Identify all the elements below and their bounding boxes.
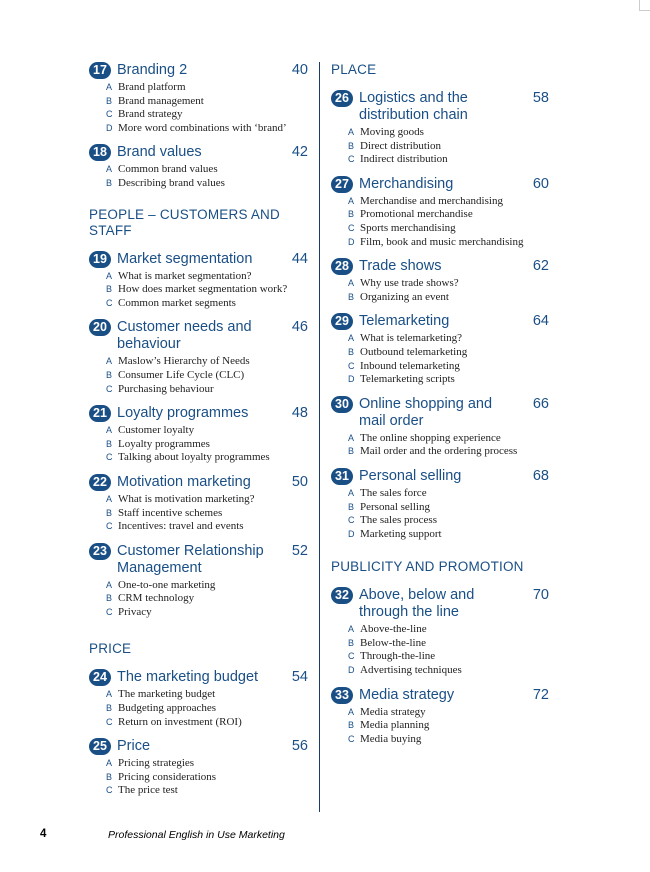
subtopic-list (348, 332, 549, 386)
subtopic-title: Media planning (360, 719, 430, 732)
subtopic-item[interactable] (348, 208, 549, 222)
unit-number-badge: 27 (331, 176, 353, 193)
subtopic-item[interactable] (106, 95, 308, 109)
unit-heading[interactable] (331, 687, 549, 704)
contents-column-right (331, 62, 549, 755)
subtopic-title: Brand platform (118, 81, 186, 93)
subtopic-item[interactable] (348, 719, 549, 733)
subtopic-item[interactable] (106, 688, 308, 702)
subtopic-title: Merchandise and merchandising (360, 194, 503, 207)
subtopic-item[interactable] (348, 445, 549, 459)
subtopic-list (348, 432, 549, 459)
unit-entry[interactable] (331, 468, 549, 541)
subtopic-item[interactable] (348, 373, 549, 387)
subtopic-letter: B (348, 637, 355, 648)
subtopic-letter: D (348, 665, 355, 676)
subtopic-item[interactable] (106, 451, 308, 465)
subtopic-item[interactable] (106, 784, 308, 798)
subtopic-title: Media buying (360, 732, 422, 745)
unit-page-number: 58 (532, 90, 549, 106)
subtopic-item[interactable] (106, 122, 308, 136)
unit-entry[interactable] (89, 144, 308, 190)
subtopic-letter: B (348, 209, 355, 220)
unit-number-badge: 20 (89, 319, 111, 336)
subtopic-letter: A (348, 432, 355, 443)
subtopic-letter: A (106, 356, 113, 367)
subtopic-letter: D (106, 122, 113, 133)
subtopic-list (106, 688, 308, 729)
subtopic-letter: B (106, 593, 113, 604)
unit-title: Online shopping and mail order (359, 395, 493, 429)
subtopic-letter: C (106, 452, 113, 463)
subtopic-letter: B (348, 720, 355, 731)
subtopic-title: Staff incentive schemes (118, 506, 223, 519)
subtopic-item[interactable] (106, 520, 308, 534)
section-heading: PRICE (89, 641, 132, 657)
unit-heading[interactable] (331, 258, 549, 275)
section-heading: PEOPLE – CUSTOMERS AND STAFF (89, 206, 280, 238)
unit-heading[interactable] (89, 319, 308, 353)
subtopic-letter: B (106, 438, 113, 449)
unit-entry[interactable] (331, 687, 549, 747)
unit-entry[interactable] (331, 587, 549, 677)
subtopic-title: Indirect distribution (360, 153, 448, 166)
subtopic-title: More word combinations with ‘brand’ (118, 121, 287, 134)
section-heading: PUBLICITY AND PROMOTION (331, 559, 524, 575)
unit-entry[interactable] (331, 313, 549, 386)
subtopic-letter: B (106, 703, 113, 714)
unit-page-number: 60 (532, 175, 549, 192)
subtopic-item[interactable] (348, 222, 549, 236)
unit-page-number: 50 (291, 473, 308, 490)
subtopic-item[interactable] (106, 438, 308, 452)
subtopic-item[interactable] (106, 507, 308, 521)
contents-column-left (89, 62, 308, 807)
subtopic-letter: C (348, 515, 355, 526)
subtopic-item[interactable] (348, 346, 549, 360)
subtopic-list (348, 706, 549, 747)
subtopic-letter: A (348, 624, 355, 635)
subtopic-list (348, 487, 549, 541)
subtopic-title: Brand strategy (118, 108, 183, 121)
unit-page-number: 42 (291, 144, 308, 161)
subtopic-title: The marketing budget (118, 688, 216, 701)
subtopic-title: Why use trade shows? (360, 277, 459, 290)
subtopic-letter: A (348, 278, 355, 289)
subtopic-title: Below-the-line (360, 636, 426, 649)
unit-title: Above, below and through the line (359, 587, 475, 621)
unit-title: Price (117, 738, 151, 755)
subtopic-list (106, 424, 308, 465)
subtopic-title: The sales force (360, 486, 427, 499)
subtopic-title: Sports merchandising (360, 221, 456, 234)
subtopic-item[interactable] (106, 81, 308, 95)
unit-title: Loyalty programmes (117, 405, 249, 422)
unit-number-badge: 25 (89, 738, 111, 755)
subtopic-list (106, 493, 308, 534)
unit-heading[interactable] (89, 669, 308, 686)
unit-page-number: 56 (291, 738, 308, 755)
unit-number-badge: 19 (89, 251, 111, 268)
column-divider (319, 62, 320, 812)
subtopic-item[interactable] (348, 501, 549, 515)
unit-page-number: 40 (291, 62, 308, 78)
subtopic-item[interactable] (106, 177, 308, 191)
subtopic-letter: C (348, 651, 355, 662)
subtopic-letter: C (106, 109, 113, 120)
subtopic-letter: D (348, 528, 355, 539)
unit-heading[interactable] (89, 738, 308, 755)
subtopic-item[interactable] (348, 487, 549, 501)
unit-heading[interactable] (89, 144, 308, 161)
subtopic-letter: A (348, 487, 355, 498)
unit-heading[interactable] (331, 396, 549, 430)
subtopic-letter: B (348, 291, 355, 302)
subtopic-title: Organizing an event (360, 290, 449, 303)
unit-title: Logistics and the distribution chain (359, 90, 468, 123)
unit-title: Brand values (117, 144, 202, 161)
subtopic-letter: C (348, 154, 355, 165)
subtopic-letter: D (348, 236, 355, 247)
unit-heading[interactable] (331, 90, 549, 124)
subtopic-letter: B (106, 177, 113, 188)
unit-entry[interactable] (331, 396, 549, 459)
unit-entry[interactable] (331, 258, 549, 304)
unit-heading[interactable] (331, 313, 549, 330)
subtopic-letter: A (106, 270, 113, 281)
subtopic-title: Direct distribution (360, 139, 441, 152)
unit-number-badge: 21 (89, 405, 111, 422)
subtopic-title: Maslow’s Hierarchy of Needs (118, 355, 250, 368)
unit-entry[interactable] (89, 738, 308, 798)
subtopic-letter: C (106, 606, 113, 617)
unit-heading[interactable] (331, 587, 549, 621)
subtopic-title: Common market segments (118, 296, 236, 309)
subtopic-letter: C (348, 222, 355, 233)
subtopic-item[interactable] (106, 592, 308, 606)
subtopic-title: The online shopping experience (360, 431, 501, 444)
unit-title: Customer needs and behaviour (117, 319, 252, 353)
subtopic-item[interactable] (348, 514, 549, 528)
unit-entry[interactable] (331, 90, 549, 167)
unit-heading[interactable] (331, 176, 549, 193)
subtopic-letter: C (106, 521, 113, 532)
subtopic-item[interactable] (106, 493, 308, 507)
unit-heading[interactable] (89, 543, 308, 577)
subtopic-letter: A (106, 758, 113, 769)
subtopic-item[interactable] (106, 297, 308, 311)
unit-page-number: 70 (532, 587, 549, 604)
subtopic-title: CRM technology (118, 592, 195, 605)
subtopic-item[interactable] (106, 771, 308, 785)
subtopic-title: Marketing support (360, 527, 442, 540)
subtopic-title: Above-the-line (360, 623, 427, 636)
unit-title: Trade shows (359, 258, 442, 275)
subtopic-title: Describing brand values (118, 176, 225, 189)
subtopic-title: Pricing strategies (118, 757, 195, 770)
unit-entry[interactable] (89, 405, 308, 465)
subtopic-letter: A (348, 195, 355, 206)
unit-page-number: 54 (291, 669, 308, 686)
subtopic-letter: B (106, 284, 113, 295)
unit-number-badge: 23 (89, 543, 111, 560)
subtopic-item[interactable] (348, 236, 549, 250)
unit-title: Branding 2 (117, 62, 188, 78)
subtopic-title: Brand management (118, 94, 204, 107)
subtopic-title: Mail order and the ordering process (360, 445, 518, 458)
subtopic-title: Customer loyalty (118, 424, 195, 437)
subtopic-item[interactable] (348, 140, 549, 154)
subtopic-letter: A (106, 579, 113, 590)
unit-entry[interactable] (331, 176, 549, 249)
subtopic-item[interactable] (348, 360, 549, 374)
subtopic-letter: A (348, 127, 355, 137)
subtopic-letter: C (106, 785, 113, 796)
subtopic-title: Pricing considerations (118, 770, 217, 783)
unit-number-badge: 29 (331, 313, 353, 330)
subtopic-title: What is market segmentation? (118, 269, 252, 282)
section-heading: PLACE (331, 62, 377, 77)
book-title: Professional English in Use Marketing (108, 829, 285, 841)
subtopic-list (106, 355, 308, 396)
subtopic-title: Promotional merchandise (360, 208, 473, 221)
subtopic-item[interactable] (348, 528, 549, 542)
unit-number-badge: 28 (331, 258, 353, 275)
unit-title: Customer Relationship Management (117, 542, 264, 576)
subtopic-item[interactable] (106, 163, 308, 177)
subtopic-item[interactable] (348, 733, 549, 747)
subtopic-letter: B (348, 346, 355, 357)
subtopic-title: Privacy (118, 605, 152, 618)
subtopic-title: Media strategy (360, 705, 426, 718)
subtopic-letter: A (106, 689, 113, 700)
subtopic-title: Common brand values (118, 163, 218, 176)
subtopic-title: Outbound telemarketing (360, 345, 468, 358)
subtopic-title: The sales process (360, 514, 437, 527)
subtopic-list (348, 623, 549, 677)
unit-number-badge: 17 (89, 62, 111, 79)
unit-heading[interactable] (89, 251, 308, 268)
subtopic-item[interactable] (106, 283, 308, 297)
subtopic-title: Return on investment (ROI) (118, 715, 242, 728)
unit-page-number: 72 (532, 686, 549, 703)
subtopic-list (348, 277, 549, 304)
unit-heading[interactable] (331, 468, 549, 485)
subtopic-item[interactable] (348, 332, 549, 346)
unit-page-number: 66 (532, 395, 549, 412)
subtopic-title: What is telemarketing? (360, 332, 463, 345)
subtopic-title: Loyalty programmes (118, 437, 210, 450)
subtopic-title: Purchasing behaviour (118, 382, 214, 395)
subtopic-letter: C (348, 360, 355, 371)
unit-entry[interactable] (89, 319, 308, 396)
subtopic-letter: A (106, 82, 113, 92)
subtopic-title: Inbound telemarketing (360, 359, 460, 372)
subtopic-title: Budgeting approaches (118, 702, 217, 715)
subtopic-item[interactable] (106, 606, 308, 620)
unit-page-number: 48 (291, 405, 308, 422)
subtopic-item[interactable] (348, 153, 549, 167)
unit-title: Motivation marketing (117, 473, 251, 490)
subtopic-title: Incentives: travel and events (118, 520, 244, 533)
subtopic-letter: C (106, 383, 113, 394)
subtopic-letter: C (106, 716, 113, 727)
unit-entry[interactable] (89, 251, 308, 311)
subtopic-item[interactable] (106, 716, 308, 730)
subtopic-list (348, 195, 549, 249)
subtopic-item[interactable] (348, 126, 549, 140)
unit-page-number: 68 (532, 467, 549, 484)
subtopic-list (106, 270, 308, 311)
unit-title: Media strategy (359, 686, 455, 703)
subtopic-letter: B (348, 140, 355, 151)
subtopic-title: Talking about loyalty programmes (118, 451, 270, 464)
subtopic-item[interactable] (106, 108, 308, 122)
subtopic-item[interactable] (106, 424, 308, 438)
subtopic-item[interactable] (106, 383, 308, 397)
subtopic-item[interactable] (348, 706, 549, 720)
subtopic-title: Advertising techniques (360, 664, 462, 677)
unit-number-badge: 24 (89, 669, 111, 686)
unit-page-number: 64 (532, 313, 549, 330)
subtopic-item[interactable] (106, 702, 308, 716)
subtopic-letter: A (106, 493, 113, 504)
unit-page-number: 46 (291, 319, 308, 336)
unit-page-number: 52 (291, 542, 308, 559)
subtopic-title: Telemarketing scripts (360, 373, 455, 386)
unit-heading[interactable] (89, 62, 308, 79)
subtopic-list (348, 126, 549, 167)
subtopic-letter: D (348, 374, 355, 385)
subtopic-title: Consumer Life Cycle (CLC) (118, 368, 245, 381)
unit-number-badge: 32 (331, 587, 353, 604)
subtopic-letter: B (348, 446, 355, 457)
page-number: 4 (40, 828, 47, 840)
unit-number-badge: 18 (89, 144, 111, 161)
subtopic-item[interactable] (348, 277, 549, 291)
unit-heading[interactable] (89, 405, 308, 422)
subtopic-letter: A (348, 706, 355, 717)
unit-number-badge: 22 (89, 474, 111, 491)
unit-title: Personal selling (359, 467, 462, 484)
unit-page-number: 44 (291, 250, 308, 267)
subtopic-letter: B (106, 771, 113, 782)
unit-number-badge: 33 (331, 687, 353, 704)
subtopic-item[interactable] (348, 637, 549, 651)
subtopic-item[interactable] (106, 270, 308, 284)
subtopic-title: How does market segmentation work? (118, 283, 288, 296)
unit-entry[interactable] (89, 543, 308, 620)
subtopic-letter: C (106, 297, 113, 308)
subtopic-letter: B (106, 95, 113, 106)
subtopic-title: Moving goods (360, 126, 424, 138)
unit-title: Market segmentation (117, 250, 253, 267)
subtopic-letter: A (348, 333, 355, 344)
subtopic-item[interactable] (106, 757, 308, 771)
subtopic-list (106, 579, 308, 620)
subtopic-list (106, 163, 308, 190)
subtopic-title: The price test (118, 784, 178, 797)
subtopic-letter: B (106, 369, 113, 380)
unit-entry[interactable] (89, 669, 308, 729)
subtopic-title: One-to-one marketing (118, 578, 216, 591)
subtopic-item[interactable] (348, 291, 549, 305)
subtopic-title: Film, book and music merchandising (360, 235, 524, 248)
subtopic-letter: B (348, 501, 355, 512)
subtopic-item[interactable] (106, 579, 308, 593)
unit-title: Telemarketing (359, 313, 450, 330)
unit-number-badge: 26 (331, 90, 353, 107)
unit-title: Merchandising (359, 175, 454, 192)
unit-entry[interactable] (89, 474, 308, 534)
subtopic-title: Through-the-line (360, 650, 436, 663)
subtopic-item[interactable] (348, 195, 549, 209)
unit-number-badge: 30 (331, 396, 353, 413)
subtopic-item[interactable] (348, 623, 549, 637)
subtopic-item[interactable] (348, 650, 549, 664)
unit-heading[interactable] (89, 474, 308, 491)
subtopic-item[interactable] (106, 355, 308, 369)
subtopic-list (106, 81, 308, 135)
unit-page-number: 62 (532, 258, 549, 275)
unit-number-badge: 31 (331, 468, 353, 485)
subtopic-letter: B (106, 507, 113, 518)
subtopic-letter: A (106, 164, 113, 175)
page-corner-mark (639, 0, 650, 11)
subtopic-item[interactable] (348, 664, 549, 678)
subtopic-letter: C (348, 733, 355, 744)
unit-title: The marketing budget (117, 669, 259, 686)
subtopic-item[interactable] (106, 369, 308, 383)
subtopic-list (106, 757, 308, 798)
unit-entry[interactable] (89, 62, 308, 135)
subtopic-letter: A (106, 425, 113, 436)
subtopic-title: Personal selling (360, 500, 430, 513)
subtopic-title: What is motivation marketing? (118, 492, 255, 505)
subtopic-item[interactable] (348, 432, 549, 446)
